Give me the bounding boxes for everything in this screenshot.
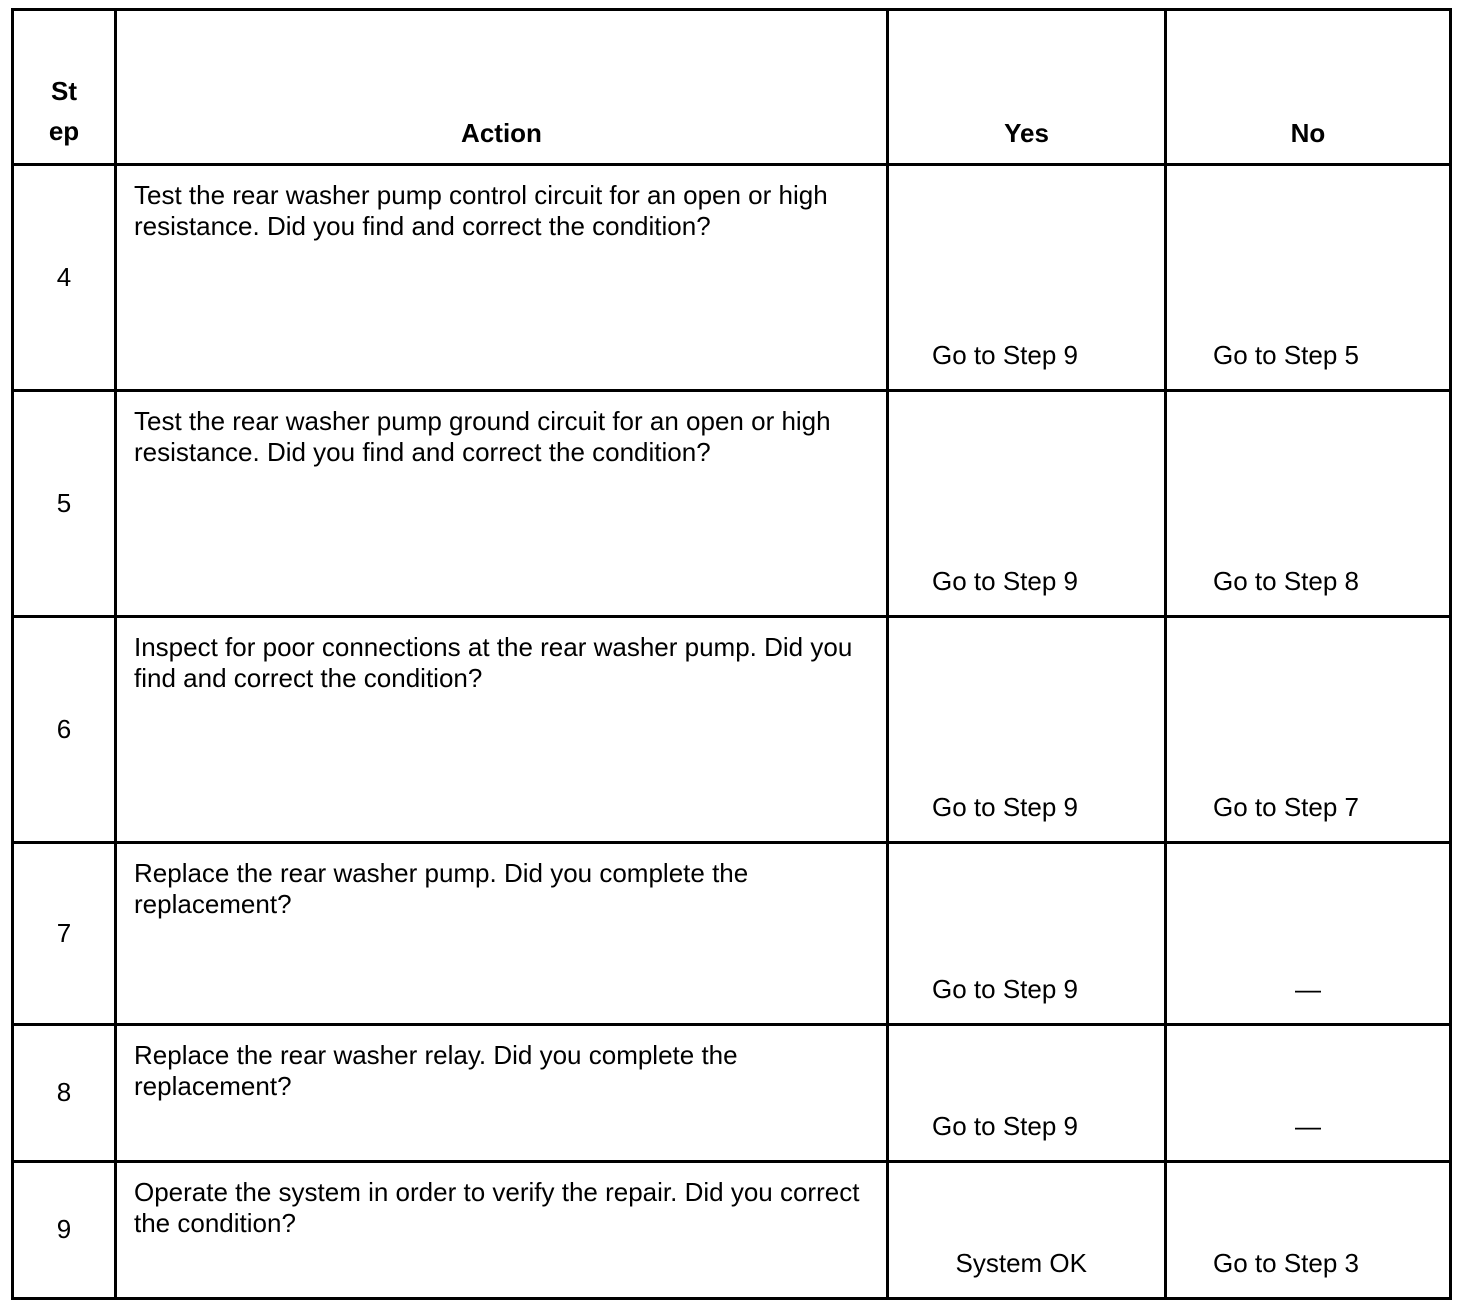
table-row	[13, 1025, 1451, 1162]
header-step-line1: St	[51, 76, 77, 106]
table-row	[13, 165, 1451, 391]
no-cell	[1166, 1025, 1451, 1162]
no-result: Go to Step 3	[1213, 1247, 1359, 1278]
no-cell	[1166, 1162, 1451, 1299]
no-cell	[1166, 843, 1451, 1025]
step-number: 5	[13, 391, 116, 617]
table-row	[13, 617, 1451, 843]
yes-cell	[888, 617, 1166, 843]
no-result: —	[1295, 973, 1321, 1004]
table-row	[13, 391, 1451, 617]
yes-result: Go to Step 9	[932, 339, 1078, 370]
action-text: Test the rear washer pump ground circuit for an open or high resistance. Did you find and correct the condition?	[116, 391, 888, 617]
yes-result: Go to Step 9	[932, 973, 1078, 1004]
yes-cell	[888, 1162, 1166, 1299]
yes-result: Go to Step 9	[932, 565, 1078, 596]
step-number: 8	[13, 1025, 116, 1162]
header-step-line2: ep	[48, 116, 80, 146]
no-cell	[1166, 391, 1451, 617]
yes-cell	[888, 391, 1166, 617]
action-text: Operate the system in order to verify the repair. Did you correct the condition?	[116, 1162, 888, 1299]
action-text: Replace the rear washer pump. Did you complete the replacement?	[116, 843, 888, 1025]
table-row	[13, 843, 1451, 1025]
no-result: Go to Step 7	[1213, 791, 1359, 822]
no-result: Go to Step 8	[1213, 565, 1359, 596]
action-text: Test the rear washer pump control circuit for an open or high resistance. Did you find and correct the condition?	[116, 165, 888, 391]
yes-result: System OK	[955, 1247, 1087, 1278]
yes-cell	[888, 1025, 1166, 1162]
action-text: Inspect for poor connections at the rear washer pump. Did you find and correct the condition?	[116, 617, 888, 843]
step-number: 6	[13, 617, 116, 843]
header-action: Action	[116, 10, 888, 165]
yes-cell	[888, 165, 1166, 391]
no-cell	[1166, 165, 1451, 391]
no-result: Go to Step 5	[1213, 339, 1359, 370]
header-no: No	[1166, 10, 1451, 165]
header-yes: Yes	[888, 10, 1166, 165]
step-number: 9	[13, 1162, 116, 1299]
action-text: Replace the rear washer relay. Did you complete the replacement?	[116, 1025, 888, 1162]
yes-cell	[888, 843, 1166, 1025]
table-row	[13, 1162, 1451, 1299]
no-cell	[1166, 617, 1451, 843]
no-result: —	[1295, 1110, 1321, 1141]
header-step	[13, 10, 116, 165]
header-row	[13, 10, 1451, 165]
yes-result: Go to Step 9	[932, 791, 1078, 822]
diagnostic-procedure-table	[11, 8, 1452, 1300]
step-number: 4	[13, 165, 116, 391]
yes-result: Go to Step 9	[932, 1110, 1078, 1141]
step-number: 7	[13, 843, 116, 1025]
